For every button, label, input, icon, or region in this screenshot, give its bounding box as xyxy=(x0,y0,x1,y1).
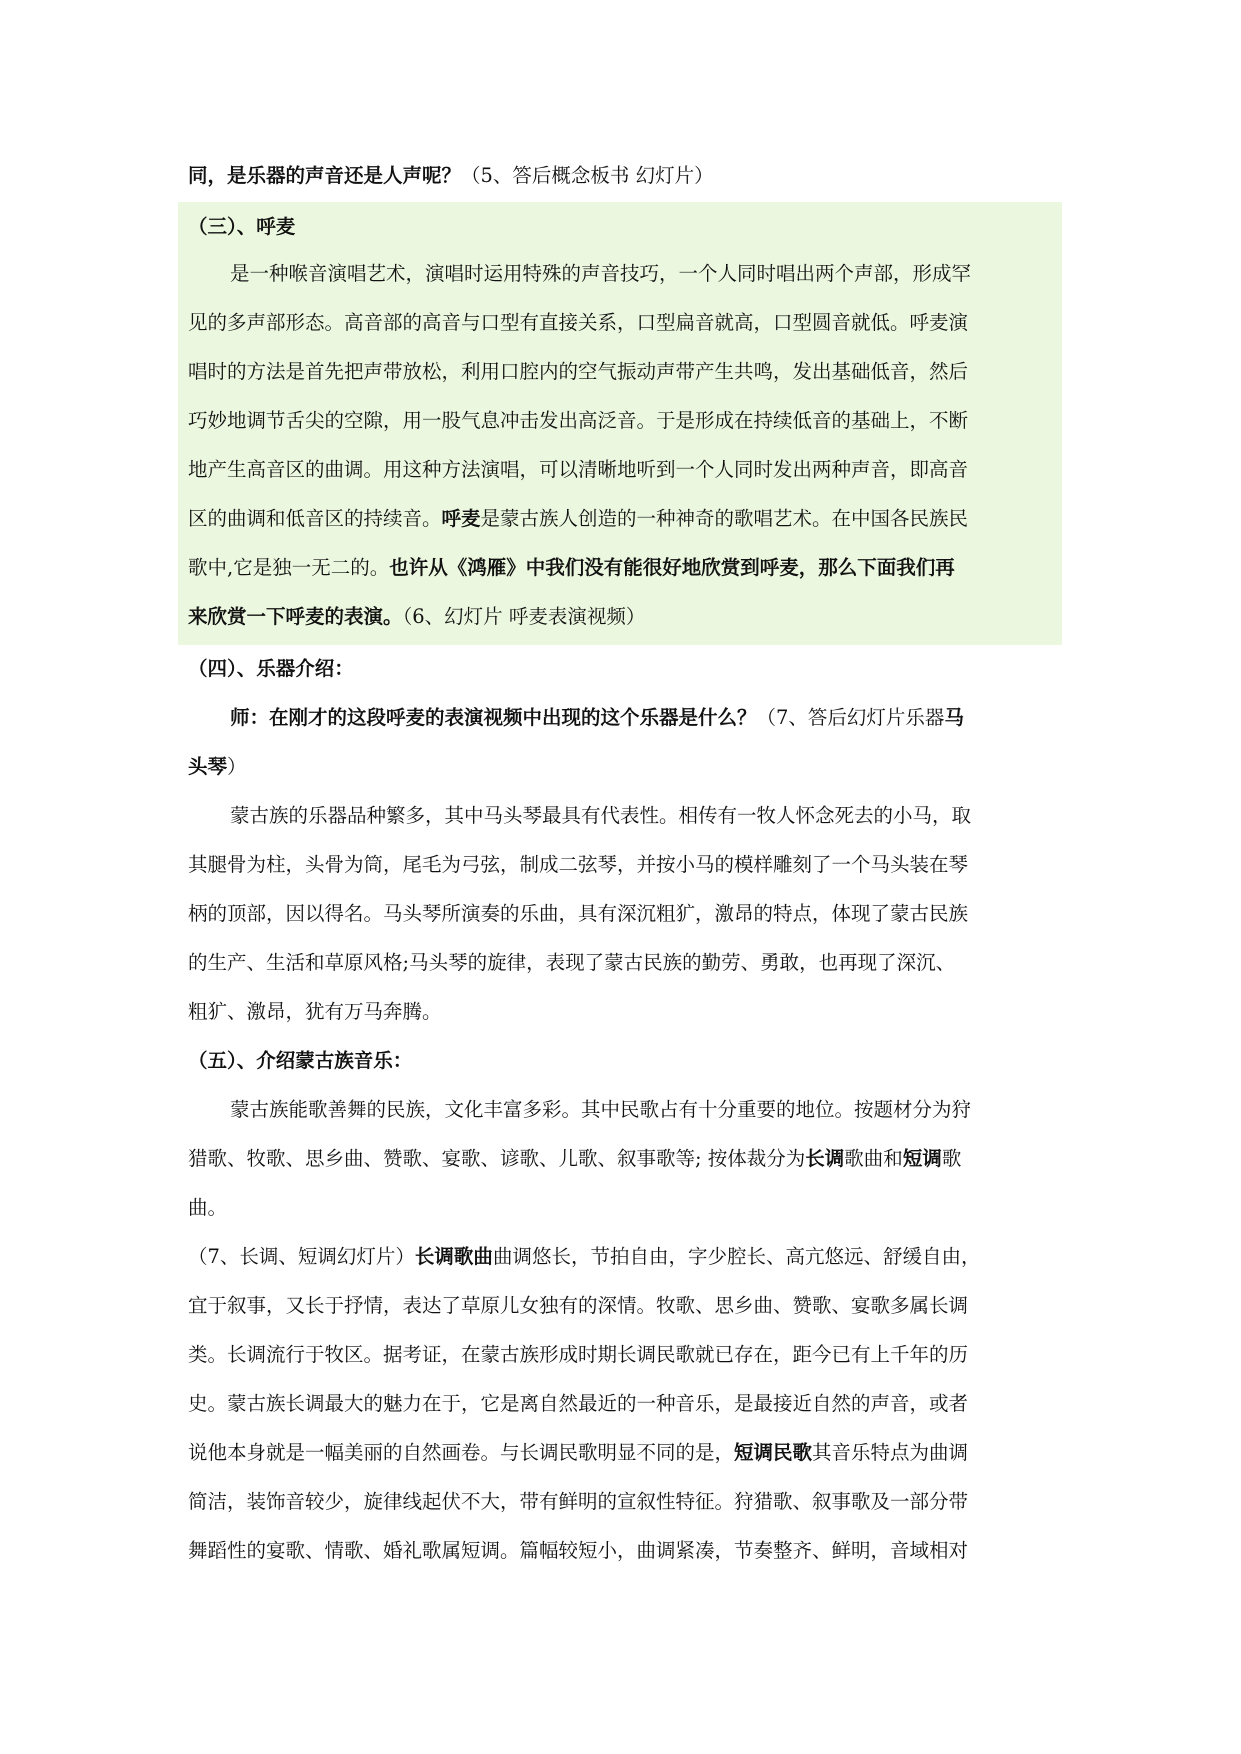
section-heading-3: （三）、呼麦 xyxy=(188,215,296,238)
text-run: 歌曲和 xyxy=(844,1147,903,1170)
note-text: （5、答后概念板书 幻灯片） xyxy=(461,164,714,187)
text-line xyxy=(188,150,1052,202)
bold-text: 也许从《鸿雁》中我们没有能很好地欣赏到呼麦，那么下面我们再 xyxy=(389,556,955,579)
note-text: ） xyxy=(227,755,247,778)
text-run: 曲调悠长，节拍自由，字少腔长、高亢悠远、舒缓自由， xyxy=(492,1245,981,1268)
bold-text: 来欣赏一下呼麦的表演。 xyxy=(188,605,403,628)
text-line: 蒙古族能歌善舞的民族，文化丰富多彩。其中民歌占有十分重要的地位。按题材分为狩 xyxy=(230,1098,972,1121)
section-heading-5: （五）、介绍蒙古族音乐： xyxy=(188,1049,413,1072)
text-line: 其腿骨为柱，头骨为筒，尾毛为弓弦，制成二弦琴，并按小马的模样雕刻了一个马头装在琴 xyxy=(188,853,969,876)
bold-text: 头琴 xyxy=(188,755,228,778)
bold-text: 短调 xyxy=(902,1147,942,1170)
text-run: 歌 xyxy=(941,1147,962,1170)
bold-text: 马 xyxy=(944,706,964,729)
text-line xyxy=(188,693,1052,742)
text-line: 见的多声部形态。高音部的高音与口型有直接关系，口型扁音就高，口型圆音就低。呼麦演 xyxy=(188,311,969,334)
text-line xyxy=(188,1232,1052,1281)
text-line: 粗犷、激昂，犹有万马奔腾。 xyxy=(188,1000,442,1023)
text-run: 区的曲调和低音区的持续音。 xyxy=(188,507,442,530)
bold-text: 长调歌曲 xyxy=(414,1245,493,1268)
text-line: 是一种喉音演唱艺术，演唱时运用特殊的声音技巧，一个人同时唱出两个声部，形成罕 xyxy=(230,262,972,285)
bold-text: 呼麦 xyxy=(441,507,481,530)
text-line: 类。长调流行于牧区。据考证，在蒙古族形成时期长调民歌就已存在，距今已有上千年的历 xyxy=(188,1343,969,1366)
bold-text: 长调 xyxy=(805,1147,845,1170)
text-line: 蒙古族的乐器品种繁多，其中马头琴最具有代表性。相传有一牧人怀念死去的小马，取 xyxy=(230,804,972,827)
text-line xyxy=(188,742,1052,791)
text-run: 歌中,它是独一无二的。 xyxy=(188,556,390,579)
text-line xyxy=(188,1428,1052,1477)
text-line: 唱时的方法是首先把声带放松，利用口腔内的空气振动声带产生共鸣，发出基础低音，然后 xyxy=(188,360,969,383)
text-line: 简洁，装饰音较少，旋律线起伏不大，带有鲜明的宣叙性特征。狩猎歌、叙事歌及一部分带 xyxy=(188,1490,969,1513)
text-line: 地产生高音区的曲调。用这种方法演唱，可以清晰地听到一个人同时发出两种声音，即高音 xyxy=(188,458,969,481)
note-text: （7、答后幻灯片乐器 xyxy=(756,706,945,729)
text-line xyxy=(188,1134,1052,1183)
text-line: 的生产、生活和草原风格;马头琴的旋律，表现了蒙古民族的勤劳、勇敢，也再现了深沉、 xyxy=(188,951,956,974)
bold-text: 师：在刚才的这段呼麦的表演视频中出现的这个乐器是什么？ xyxy=(230,706,757,729)
section-heading-4: （四）、乐器介绍： xyxy=(188,657,354,680)
text-run: 是蒙古族人创造的一种神奇的歌唱艺术。在中国各民族民 xyxy=(480,507,969,530)
text-run: 说他本身就是一幅美丽的自然画卷。与长调民歌明显不同的是， xyxy=(188,1441,735,1464)
text-line: 巧妙地调节舌尖的空隙，用一股气息冲击发出高泛音。于是形成在持续低音的基础上，不断 xyxy=(188,409,969,432)
text-line: 舞蹈性的宴歌、情歌、婚礼歌属短调。篇幅较短小，曲调紧凑，节奏整齐、鲜明，音域相对 xyxy=(188,1539,969,1562)
note-text: （7、长调、短调幻灯片） xyxy=(188,1245,415,1268)
bold-text: 同，是乐器的声音还是人声呢？ xyxy=(188,164,462,187)
text-run: 其音乐特点为曲调 xyxy=(812,1441,969,1464)
text-line xyxy=(188,592,1052,641)
text-line xyxy=(188,543,1052,592)
text-line xyxy=(188,494,1052,543)
text-line: 曲。 xyxy=(188,1196,228,1219)
document-page xyxy=(188,150,1052,1575)
note-text: （6、幻灯片 呼麦表演视频） xyxy=(402,605,646,628)
highlighted-section-humai xyxy=(178,202,1062,645)
text-line: 柄的顶部，因以得名。马头琴所演奏的乐曲，具有深沉粗犷，激昂的特点，体现了蒙古民族 xyxy=(188,902,969,925)
text-line: 宜于叙事，又长于抒情，表达了草原儿女独有的深情。牧歌、思乡曲、赞歌、宴歌多属长调 xyxy=(188,1294,969,1317)
bold-text: 短调民歌 xyxy=(734,1441,813,1464)
text-run: 猎歌、牧歌、思乡曲、赞歌、宴歌、谚歌、儿歌、叙事歌等; 按体裁分为 xyxy=(188,1147,806,1170)
text-line: 史。蒙古族长调最大的魅力在于，它是离自然最近的一种音乐，是最接近自然的声音，或者 xyxy=(188,1392,969,1415)
